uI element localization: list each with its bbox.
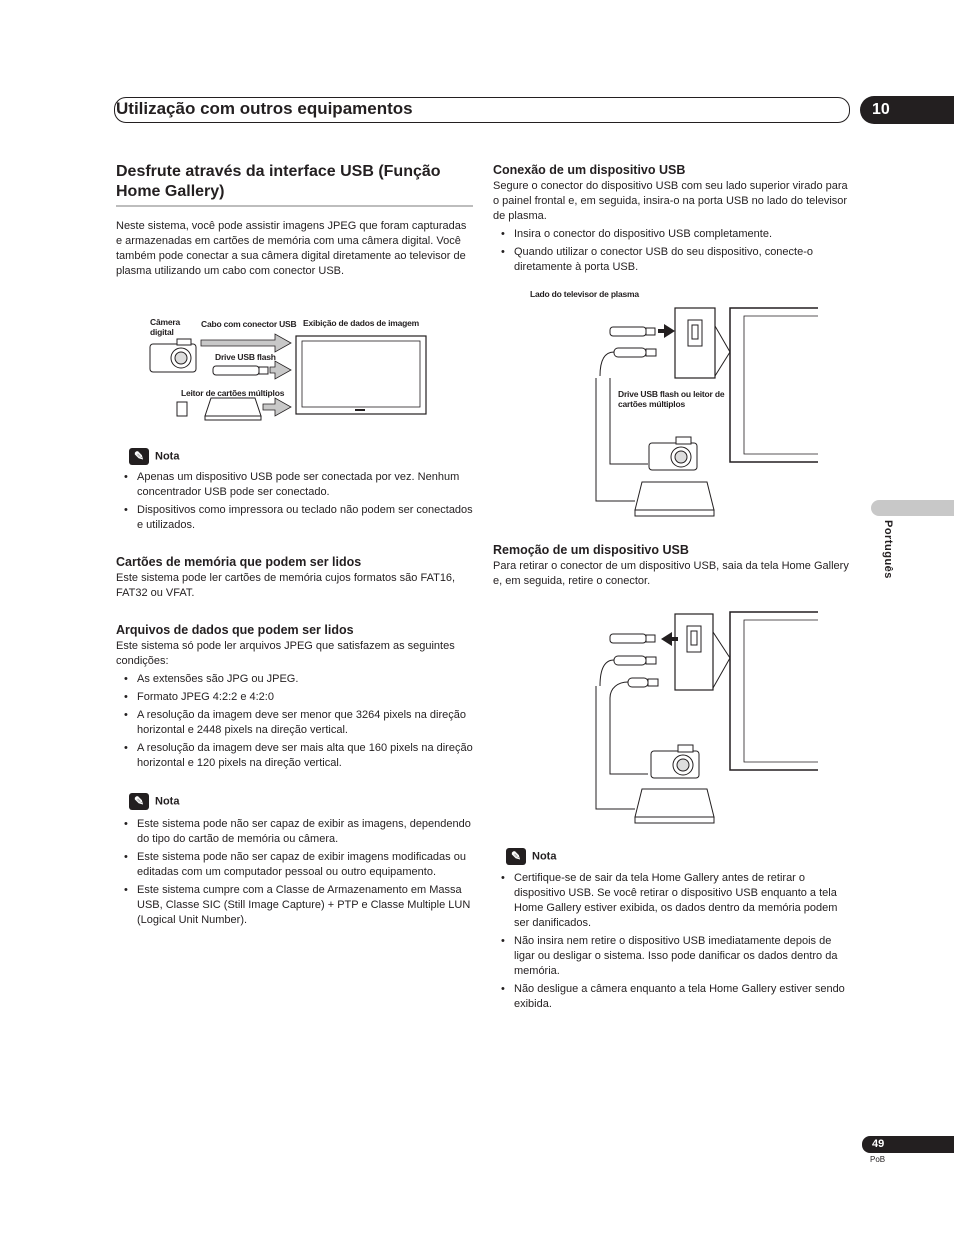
tv-side-label: Lado do televisor de plasma — [530, 289, 639, 299]
flash-label: Drive USB flash — [215, 352, 276, 362]
language-label: Português — [882, 520, 894, 579]
flash-drive-icon — [610, 634, 655, 643]
note-1-label: Nota — [155, 450, 180, 463]
device-label: Drive USB flash ou leitor de cartões múltiplos — [618, 389, 725, 409]
display-monitor-icon — [296, 336, 426, 414]
list-item: • Não insira nem retire o dispositivo USB imediatamente depois de ligar ou desligar o sistema. Isso pode danificar os dados dentro da memória. — [493, 934, 851, 979]
list-item: • Quando utilizar o conector USB do seu dispositivo, conecte-o diretamente à porta USB. — [493, 245, 851, 275]
list-item: • A resolução da imagem deve ser menor que 3264 pixels na direção horizontal e 2448 pixels na direção vertical. — [116, 708, 476, 738]
pencil-icon: ✎ — [129, 448, 149, 465]
pencil-icon: ✎ — [129, 793, 149, 810]
intro-paragraph: Neste sistema, você pode assistir imagens JPEG que foram capturadas e armazenadas em cartões de memória com uma câmera digital. Você também pode conectar a sua câmera digital diretamente ao televisor de plasma utilizando um cabo com conector USB. — [116, 220, 467, 277]
camera-icon — [150, 339, 196, 372]
connect-list — [493, 227, 851, 278]
note-2-list — [116, 817, 476, 931]
tv-outline — [730, 308, 818, 462]
usb-cable-connector — [600, 656, 658, 698]
files-list — [116, 672, 476, 774]
files-heading: Arquivos de dados que podem ser lidos — [116, 623, 354, 637]
card-reader-icon — [635, 789, 714, 823]
note-1-list — [116, 470, 476, 536]
files-paragraph: Este sistema só pode ler arquivos JPEG que satisfazem as seguintes condições: — [116, 640, 455, 667]
list-item: • Este sistema cumpre com a Classe de Armazenamento em Massa USB, Classe SIC (Still Image Capture) + PTP e Classe Multiple LUN (Logical Unit Number). — [116, 883, 476, 928]
cards-paragraph: Este sistema pode ler cartões de memória cujos formatos são FAT16, FAT32 ou VFAT. — [116, 572, 456, 599]
display-label: Exibição de dados de imagem — [303, 318, 419, 328]
usb-port-panel — [675, 614, 730, 690]
list-item: • Apenas um dispositivo USB pode ser conectada por vez. Nenhum concentrador USB pode ser conectado. — [116, 470, 476, 500]
list-item: • Formato JPEG 4:2:2 e 4:2:0 — [116, 690, 476, 705]
note-2-label: Nota — [155, 795, 180, 808]
list-item: • Dispositivos como impressora ou teclado não podem ser conectados e utilizados. — [116, 503, 476, 533]
camera-icon — [649, 437, 697, 470]
note-3-label: Nota — [532, 850, 557, 863]
card-reader-icon — [177, 398, 261, 420]
remove-diagram — [530, 606, 822, 826]
language-code: PoB — [870, 1155, 886, 1164]
list-item: • Este sistema pode não ser capaz de exibir imagens modificadas ou editadas com um computador pessoal ou outro equipamento. — [116, 850, 476, 880]
connect-diagram — [530, 286, 822, 520]
chapter-number: 10 — [860, 96, 954, 124]
list-item: • Este sistema pode não ser capaz de exibir as imagens, dependendo do tipo do cartão de memória ou câmera. — [116, 817, 476, 847]
insert-arrow — [658, 324, 675, 338]
header-title: Utilização com outros equipamentos — [116, 99, 413, 118]
usb-cable-connector — [600, 348, 656, 376]
title-rule — [116, 205, 473, 207]
camera-icon — [651, 745, 699, 778]
pencil-icon: ✎ — [506, 848, 526, 865]
list-item: • As extensões são JPG ou JPEG. — [116, 672, 476, 687]
connect-drawing — [530, 286, 822, 520]
list-item: • Não desligue a câmera enquanto a tela Home Gallery estiver sendo exibida. — [493, 982, 851, 1012]
flash-drive-icon — [610, 327, 655, 336]
connect-heading: Conexão de um dispositivo USB — [493, 163, 686, 177]
note-3-heading — [506, 848, 556, 865]
note-1-heading — [129, 448, 179, 465]
note-2-heading — [129, 793, 179, 810]
list-item: • Insira o conector do dispositivo USB completamente. — [493, 227, 851, 242]
list-item: • Certifique-se de sair da tela Home Gallery antes de retirar o dispositivo USB. Se você retirar o dispositivo USB enquanto a tela Home Gallery estiver exibida, os dados dentro da memória podem ser danificados. — [493, 871, 851, 931]
section-title: Desfrute através da interface USB (Função Home Gallery) — [116, 163, 441, 200]
remove-heading: Remoção de um dispositivo USB — [493, 543, 689, 557]
reader-label: Leitor de cartões múltiplos — [181, 388, 285, 398]
page-number: 49 — [862, 1136, 954, 1153]
remove-drawing — [530, 606, 822, 826]
cards-heading: Cartões de memória que podem ser lidos — [116, 555, 362, 569]
remove-paragraph: Para retirar o conector de um dispositivo USB, saia da tela Home Gallery e, em seguida, retire o conector. — [493, 560, 849, 587]
flash-drive-icon — [213, 366, 268, 375]
list-item: • A resolução da imagem deve ser mais alta que 160 pixels na direção horizontal e 120 pixels na direção vertical. — [116, 741, 476, 771]
camera-label: Câmera digital — [150, 317, 180, 337]
usb-overview-diagram — [145, 312, 445, 424]
cable-label: Cabo com conector USB — [201, 319, 297, 329]
tv-outline — [730, 612, 818, 770]
language-tab — [871, 500, 954, 516]
reader-arrow — [263, 398, 291, 416]
overview-drawing — [145, 312, 445, 424]
card-reader-icon — [635, 482, 714, 516]
note-3-list — [493, 871, 851, 1015]
flash-arrow — [270, 361, 291, 379]
connect-paragraph: Segure o conector do dispositivo USB com seu lado superior virado para o painel frontal e, em seguida, insira-o na porta USB no lado do televisor de plasma. — [493, 180, 848, 222]
cable-arrow — [201, 334, 291, 352]
usb-port-panel — [675, 308, 730, 378]
